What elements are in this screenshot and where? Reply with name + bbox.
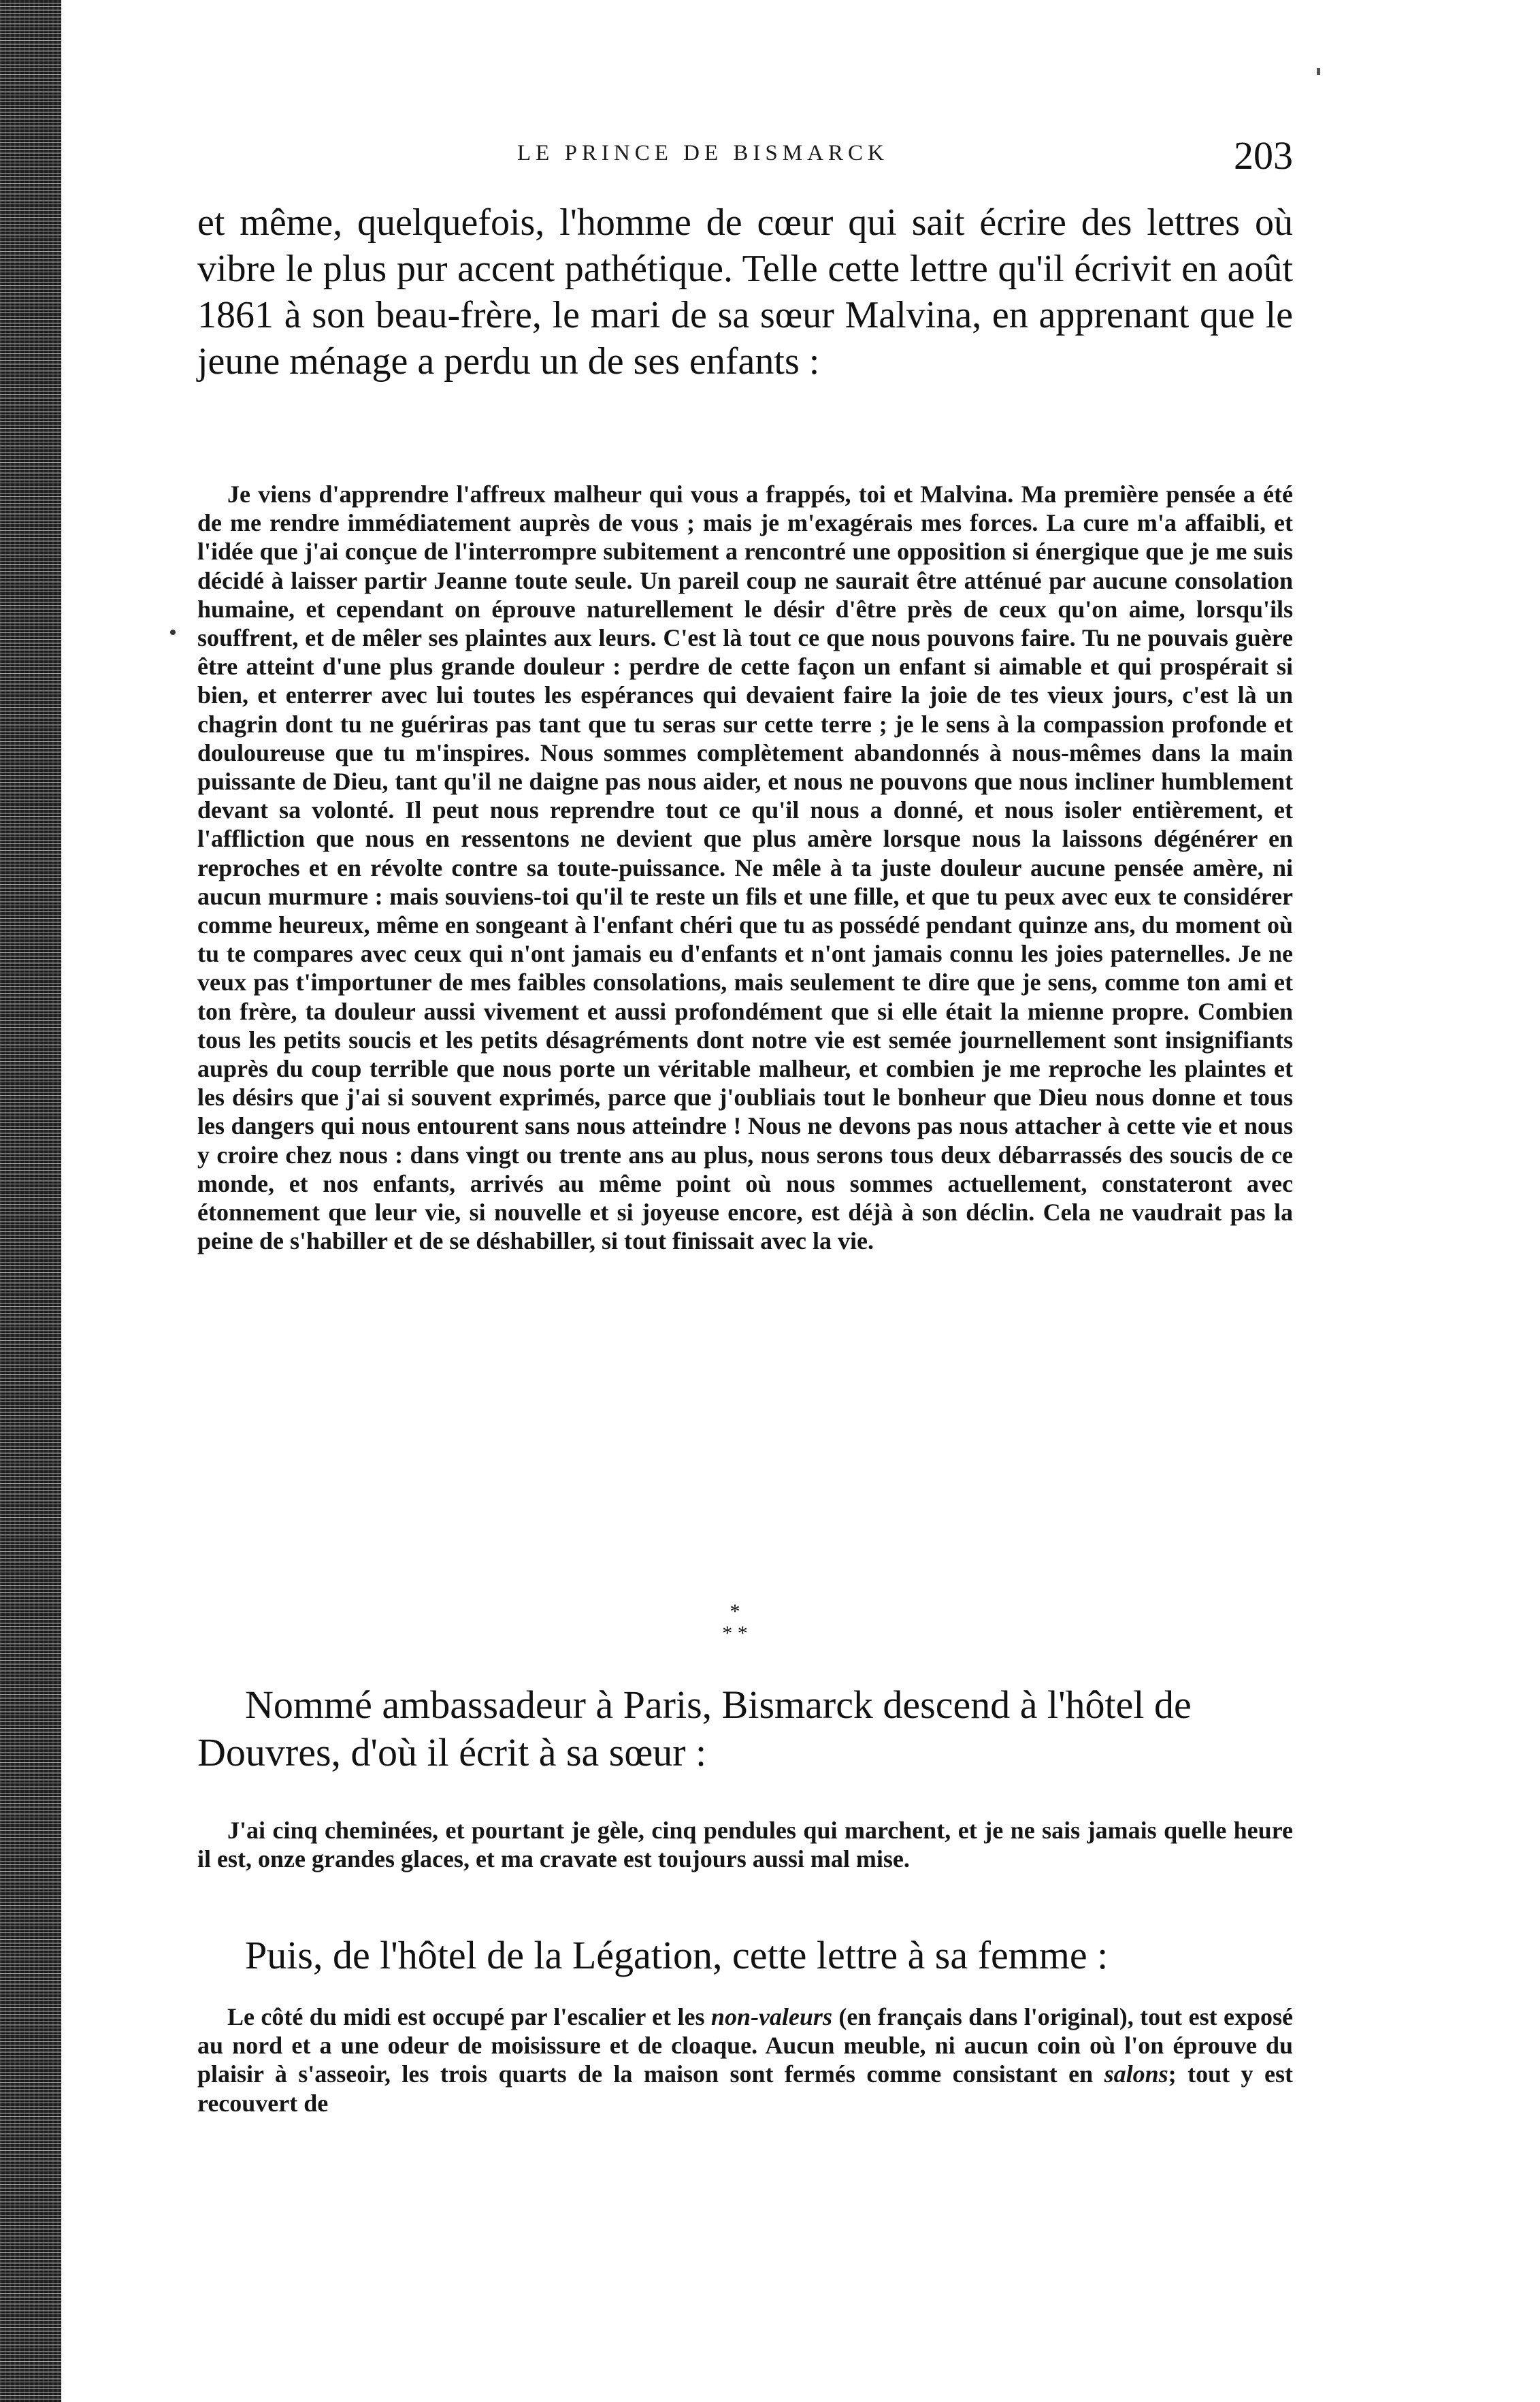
letter-quote-sister	[197, 1816, 1293, 1873]
letter-quote-text	[197, 2002, 1293, 2117]
asterism-top: *	[730, 1600, 740, 1623]
letter-text-segment: (en français dans l'original), tout est exposé au nord et a une odeur de moisissure et de cloaque. Aucun meuble, ni aucun coin où l'on éprouve du plaisir à s'asseoir, les trois quarts de la maison sont fermés comme consistant en	[197, 2003, 1293, 2088]
paragraph-ambassador: Nommé ambassadeur à Paris, Bismarck descend à l'hôtel de Douvres, d'où il écrit à sa sœur :	[197, 1683, 1192, 1774]
letter-text-segment: ; tout y est recouvert de	[197, 2060, 1293, 2117]
letter-quote-text: Je viens d'apprendre l'affreux malheur qui vous a frappés, toi et Malvina. Ma première pensée a été de me rendre immédiatement auprès de vous ; mais je m'exagérais mes forces. La cure m'a affaibli, et l'idée que j'ai conçue de l'interrompre subitement a rencontré une opposition si énergique que je me suis décidé à laisser partir Jeanne toute seule. Un pareil coup ne saurait être atténué par aucune consolation humaine, et cependant on éprouve naturellement le désir d'être près de ceux qu'on aime, lorsqu'ils souffrent, et de mêler ses plaintes aux leurs. C'est là tout ce que nous pouvons faire. Tu ne pouvais guère être atteint d'une plus grande douleur : perdre de cette façon un enfant si aimable et qui prospérait si bien, et enterrer avec lui toutes les espérances qui devaient faire la joie de tes vieux jours, c'est là un chagrin dont tu ne guériras pas tant que tu seras sur cette terre ; je le sens à la compassion profonde et douloureuse que tu m'inspires. Nous sommes complètement abandonnés à nous-mêmes dans la main puissante de Dieu, tant qu'il ne daigne pas nous aider, et nous ne pouvons que nous incliner humblement devant sa volonté. Il peut nous reprendre tout ce qu'il nous a donné, et nous isoler entièrement, et l'affliction que nous en ressentons ne devient que plus amère lorsque nous la laissons dégénérer en reproches et en révolte contre sa toute-puissance. Ne mêle à ta juste douleur aucune pensée amère, ni aucun murmure : mais souviens-toi qu'il te reste un fils et une fille, et que tu peux avec eux te considérer comme heureux, même en songeant à l'enfant chéri que tu as possédé pendant quinze ans, du moment où tu te compares avec ceux qui n'ont jamais eu d'enfants et n'ont jamais connu les joies paternelles. Je ne veux pas t'importuner de mes faibles consolations, mais seulement te dire que je sens, comme ton ami et ton frère, ta douleur aussi vivement et aussi profondément que si elle était la mienne propre. Combien tous les petits soucis et les petits désagréments dont notre vie est semée journellement sont insignifiants auprès du coup terrible que nous porte un véritable malheur, et combien je me reproche les plaintes et les désirs que j'ai si souvent exprimés, parce que j'oubliais tout le bonheur que Dieu nous donne et tous les dangers qui nous entourent sans nous atteindre ! Nous ne devons pas nous attacher à cette vie et nous y croire chez nous : dans vingt ou trente ans au plus, nous serons tous deux débarrassés des soucis de ce monde, et nos enfants, arrivés au même point où nous sommes actuellement, constateront avec étonnement que leur vie, si nouvelle et si joyeuse encore, est déjà à son déclin. Cela ne vaudrait pas la peine de s'habiller et de se déshabiller, si tout finissait avec la vie.	[197, 481, 1293, 1255]
letter-quote-brother-in-law	[197, 480, 1293, 1255]
italic-term: salons	[1104, 2060, 1168, 2088]
letter-text-segment: Le côté du midi est occupé par l'escalier et les	[227, 2003, 711, 2030]
scan-speck	[1317, 68, 1320, 75]
letter-quote-wife	[197, 2002, 1293, 2117]
page-header	[197, 133, 1293, 187]
paragraph-legation: Puis, de l'hôtel de la Légation, cette lettre à sa femme :	[245, 1933, 1109, 1977]
page-number: 203	[1234, 133, 1293, 178]
margin-dot	[170, 630, 176, 635]
italic-term: non-valeurs	[710, 2003, 832, 2030]
intro-paragraph: et même, quelquefois, l'homme de cœur qui sait écrire des lettres où vibre le plus pur accent pathétique. Telle cette lettre qu'il écrivit en août 1861 à son beau-frère, le mari de sa sœur Malvina, en apprenant que le jeune ménage a perdu un de ses enfants :	[197, 201, 1293, 383]
asterism-bottom: * *	[722, 1622, 748, 1644]
letter-quote-text: J'ai cinq cheminées, et pourtant je gèle, cinq pendules qui marchent, et je ne sais jamais quelle heure il est, onze grandes glaces, et ma cravate est toujours aussi mal mise.	[197, 1817, 1293, 1873]
running-title: LE PRINCE DE BISMARCK	[517, 141, 889, 165]
book-spine-edge	[0, 0, 61, 2402]
asterism-divider	[694, 1601, 776, 1655]
